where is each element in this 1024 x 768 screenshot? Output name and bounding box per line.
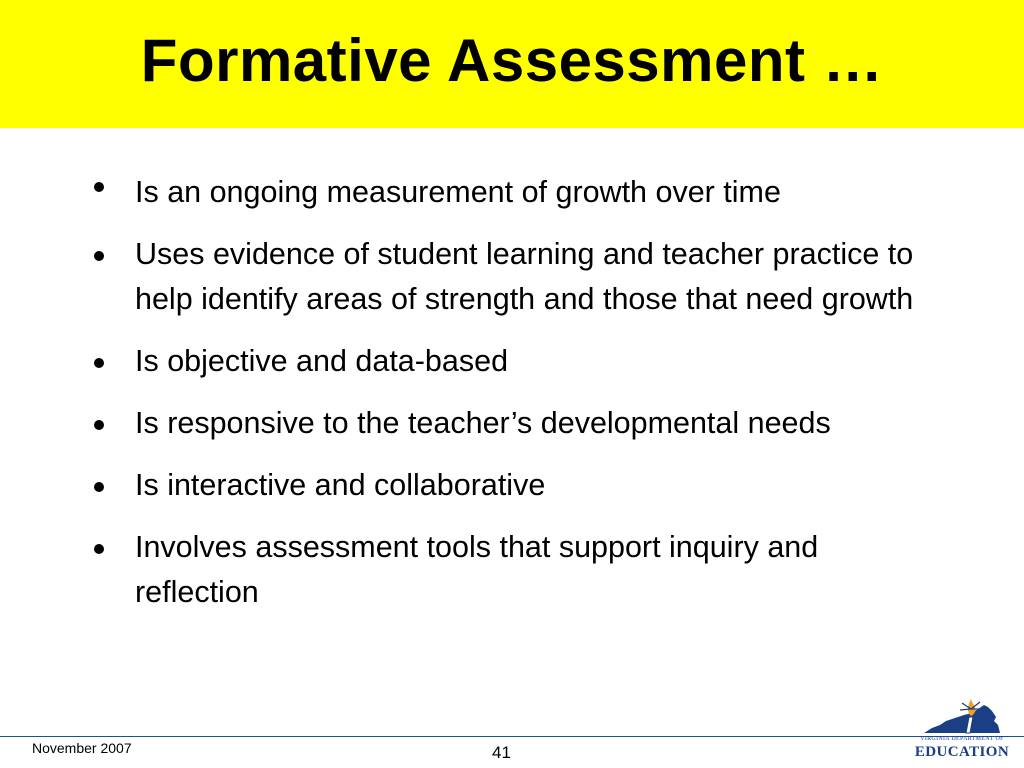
- slide-title: Formative Assessment …: [140, 27, 884, 94]
- bullet-text: Uses evidence of student learning and teacher practice to help identify areas of strength and those that need growth: [135, 237, 914, 316]
- footer-divider: [0, 736, 1024, 737]
- bullet-item: [90, 232, 930, 322]
- title-banner: [0, 0, 1024, 128]
- bullet-text: Is responsive to the teacher’s developmental needs: [135, 406, 831, 440]
- bullet-item: [90, 401, 930, 446]
- bullet-icon: [94, 420, 104, 430]
- logo-text-top: VIRGINIA DEPARTMENT OF: [920, 736, 1004, 742]
- bullet-list: [90, 170, 930, 632]
- logo-text-bottom: EDUCATION: [914, 744, 1010, 760]
- bullet-item: [90, 525, 930, 615]
- bullet-icon: [94, 544, 104, 554]
- footer-date: November 2007: [32, 740, 132, 756]
- bullet-text: Is objective and data-based: [135, 344, 509, 378]
- virginia-doe-logo: [910, 695, 1014, 763]
- bullet-icon: [94, 182, 104, 192]
- bullet-item: [90, 463, 930, 508]
- virginia-state-torch-icon: [922, 695, 1002, 737]
- slide-number: 41: [492, 743, 511, 762]
- bullet-icon: [94, 251, 104, 261]
- bullet-text: Is interactive and collaborative: [135, 468, 546, 502]
- bullet-icon: [94, 358, 104, 368]
- bullet-item: [90, 170, 930, 215]
- bullet-icon: [94, 482, 104, 492]
- bullet-text: Is an ongoing measurement of growth over time: [135, 175, 781, 209]
- bullet-item: [90, 339, 930, 384]
- bullet-text: Involves assessment tools that support inquiry and reflection: [135, 530, 819, 609]
